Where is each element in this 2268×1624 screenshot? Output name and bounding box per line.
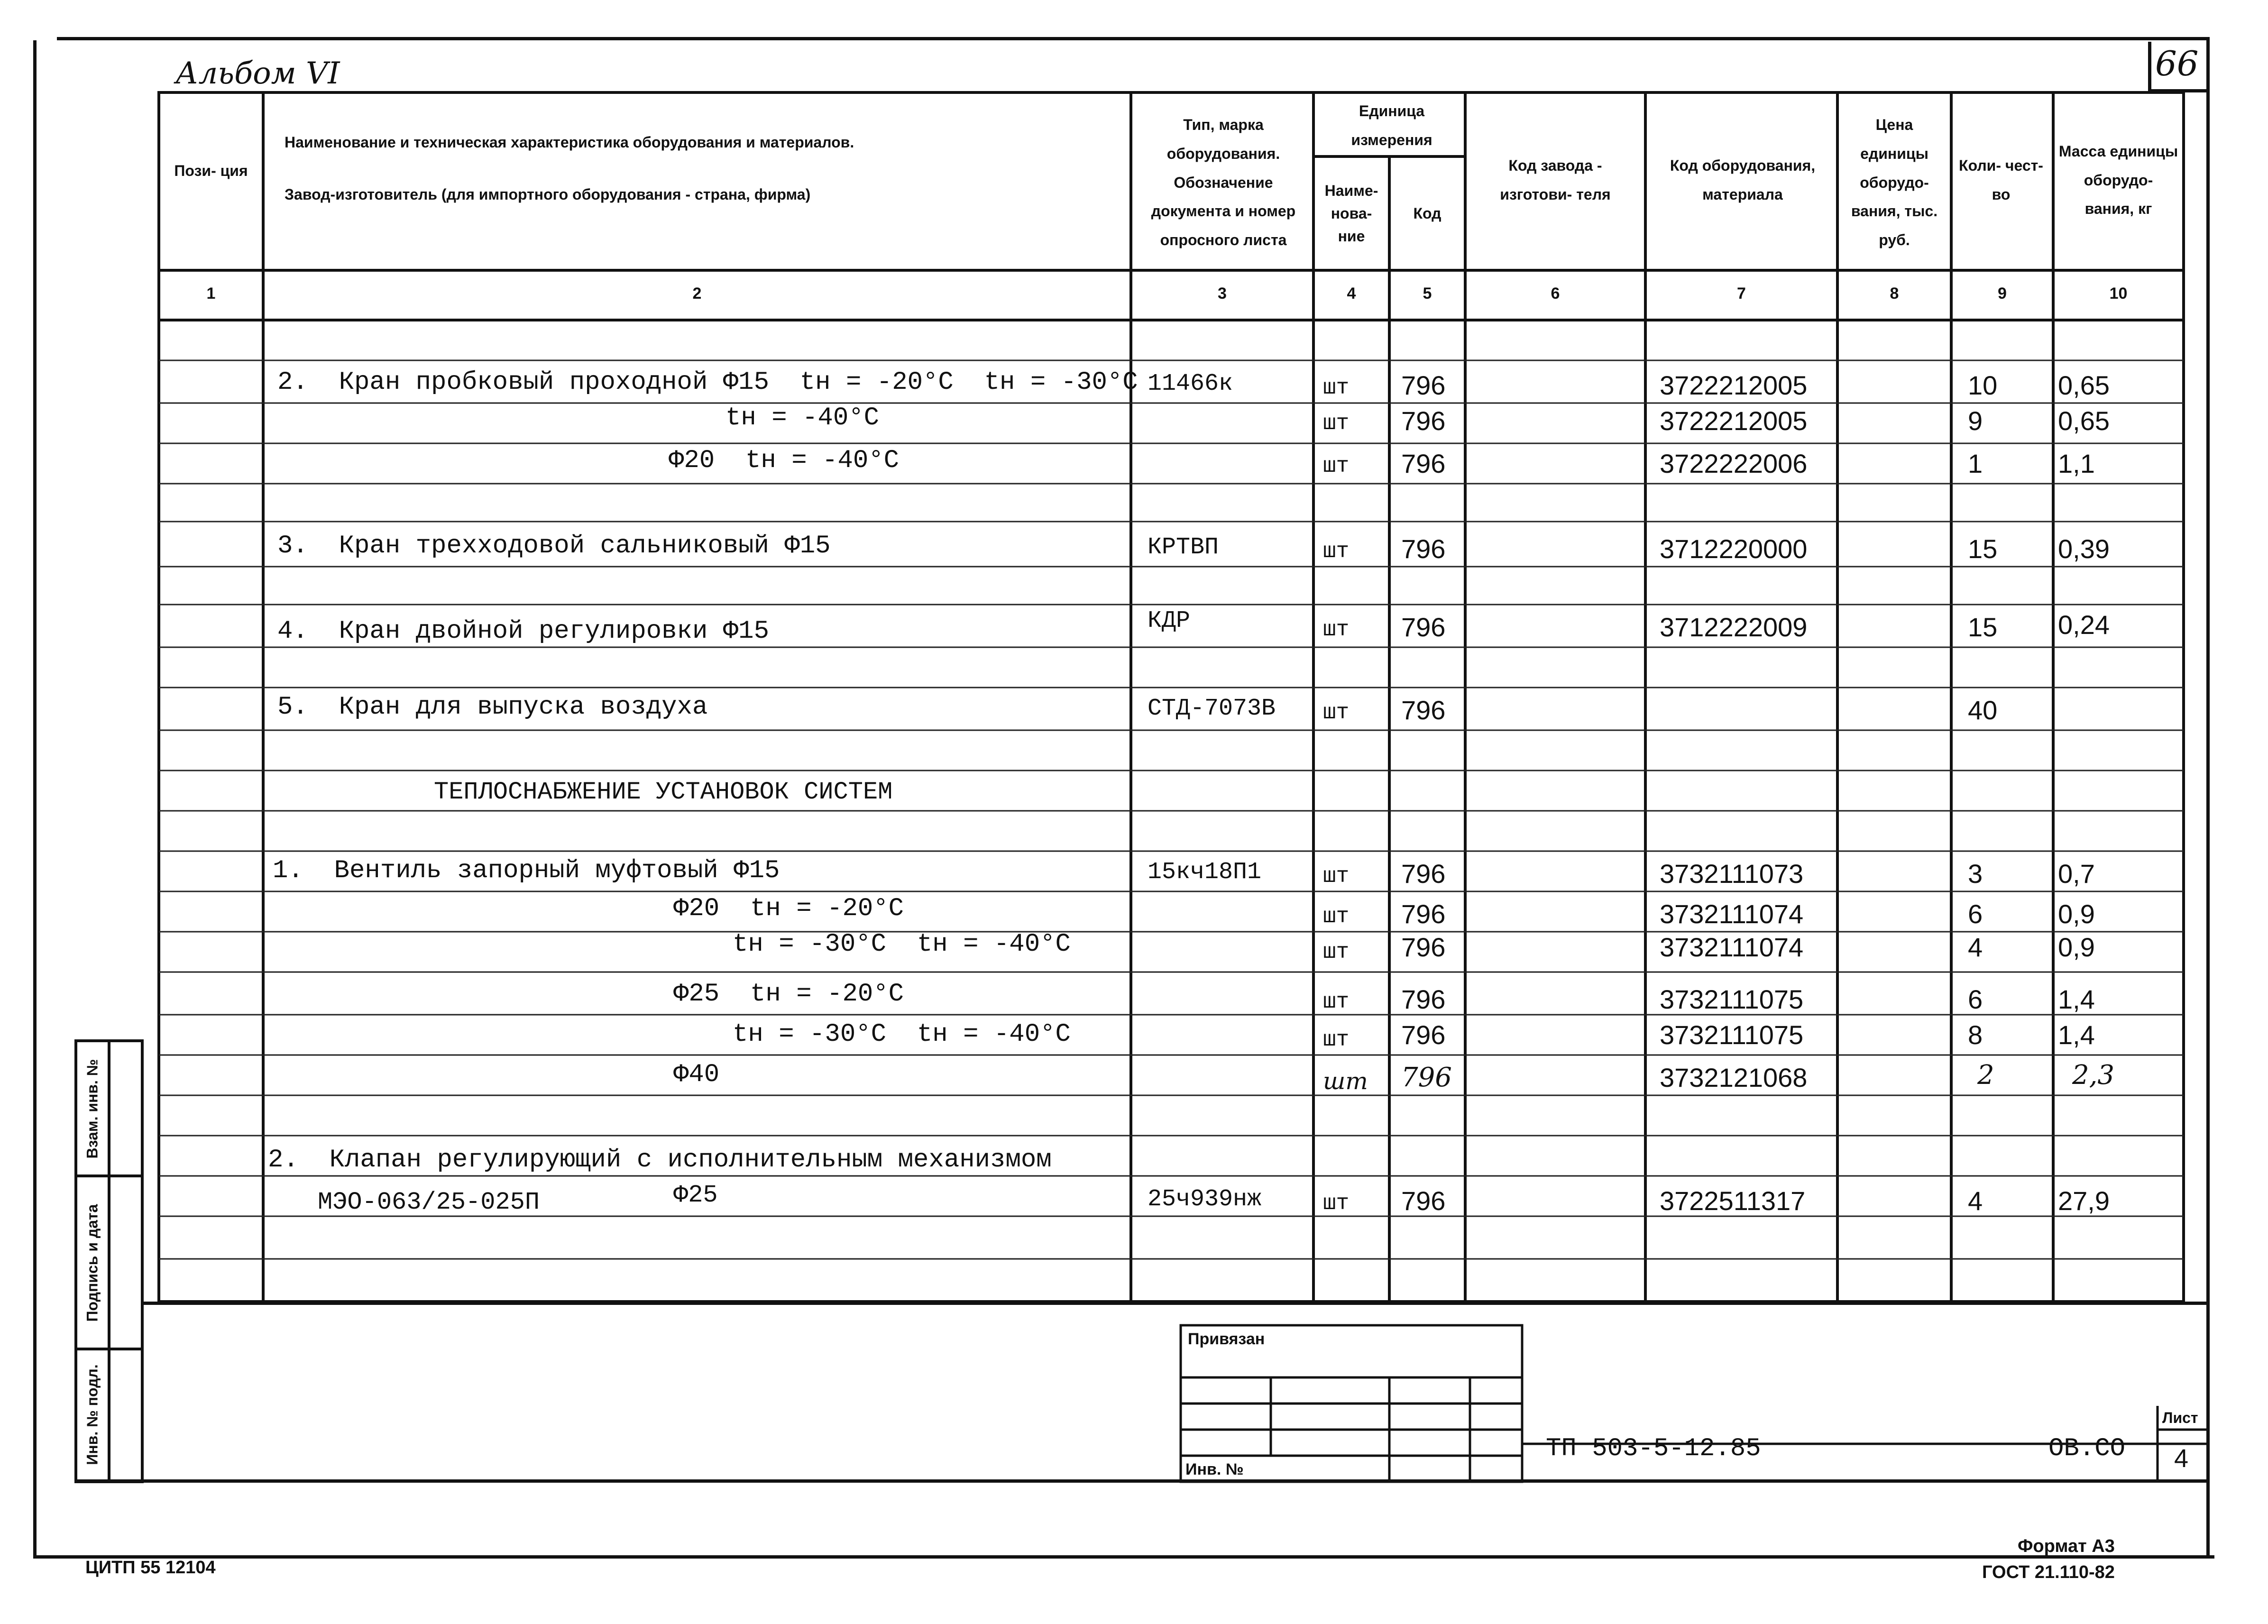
row-name: tн = -30°C tн = -40°C [733, 1020, 1071, 1049]
row-unit: шт [1323, 904, 1350, 929]
row-name: 4. Кран двойной регулировки Ф15 [277, 617, 769, 646]
header-unit-code: Код [1413, 204, 1442, 222]
row-material-code: 3732111074 [1660, 932, 1804, 962]
row-qty: 6 [1968, 899, 1983, 929]
row-mass: 0,24 [2058, 610, 2110, 640]
row-name: 1. Вентиль запорный муфтовый Ф15 [273, 856, 780, 885]
column-number: 4 [1347, 284, 1356, 303]
title-mark: ОВ.СО [2048, 1434, 2126, 1463]
row-qty: 40 [1968, 695, 1998, 725]
row-material-code: 3712220000 [1660, 534, 1808, 564]
row-qty: 6 [1968, 984, 1983, 1014]
row-unit: шт [1323, 411, 1350, 436]
column-number: 5 [1423, 284, 1432, 303]
row-mass: 0,9 [2058, 899, 2095, 929]
row-mass: 0,39 [2058, 534, 2110, 564]
row-material-code: 3712222009 [1660, 612, 1808, 642]
row-qty: 3 [1968, 859, 1983, 889]
row-mass: 2,3 [2072, 1060, 2115, 1091]
row-mass: 1,4 [2058, 984, 2095, 1014]
row-unit: шт [1323, 617, 1350, 642]
title-sheet-number: 4 [2174, 1444, 2189, 1473]
header-mass: Масса единицы оборудо- вания, кг [2058, 142, 2178, 218]
row-mass: 1,4 [2058, 1020, 2095, 1050]
row-material-code: 3722212005 [1660, 406, 1808, 436]
column-number: 9 [1998, 284, 2007, 303]
row-material-code: 3732111075 [1660, 1020, 1804, 1050]
column-number: 10 [2109, 284, 2128, 303]
row-code: 796 [1401, 1062, 1452, 1093]
column-number: 1 [206, 284, 216, 303]
stamp-replace-inv: Взам. инв. № [83, 1059, 101, 1159]
row-qty: 2 [1977, 1060, 1994, 1091]
row-type: КРТВП [1148, 534, 1219, 561]
row-code: 796 [1401, 534, 1446, 564]
row-mass: 0,65 [2058, 370, 2110, 400]
row-name: Ф20 tн = -20°C [673, 894, 904, 923]
row-code: 796 [1401, 932, 1446, 962]
row-mass: 0,7 [2058, 859, 2095, 889]
row-name-extra: Ф25 [673, 1181, 718, 1209]
row-material-code: 3732111075 [1660, 984, 1804, 1014]
row-name: 2. Клапан регулирующий с исполнительным механизмом [268, 1146, 1052, 1174]
row-unit: шт [1323, 864, 1350, 889]
row-code: 796 [1401, 1186, 1446, 1216]
row-unit: шт [1323, 940, 1350, 964]
row-name: МЭО-063/25-025П [318, 1188, 540, 1216]
header-quantity: Коли- чест- во [1959, 157, 2043, 203]
row-type: КДР [1148, 607, 1191, 634]
row-type: СТД-7073В [1148, 695, 1276, 722]
row-name: tн = -30°C tн = -40°C [733, 930, 1071, 959]
row-code: 796 [1401, 449, 1446, 478]
row-mass: 0,9 [2058, 932, 2095, 962]
row-code: 796 [1401, 899, 1446, 929]
header-unit-group: Единица измерения [1351, 102, 1432, 148]
row-unit: шт [1323, 539, 1350, 564]
row-name: 2. Кран пробковый проходной Ф15 tн = -20°C tн = -30°C [277, 368, 1138, 397]
row-unit: шт [1323, 990, 1350, 1014]
title-doc-code: ТП 503-5-12.85 [1546, 1434, 1761, 1463]
header-name-line2: Завод-изготовитель (для импортного оборудования - страна, фирма) [285, 185, 811, 203]
row-code: 796 [1401, 984, 1446, 1014]
column-number: 8 [1890, 284, 1899, 303]
header-factory-code: Код завода - изготови- теля [1500, 157, 1611, 203]
row-unit: шт [1323, 376, 1350, 400]
row-type: 15кч18П1 [1148, 859, 1262, 886]
header-equipment-code: Код оборудования, материала [1670, 157, 1816, 203]
row-qty: 4 [1968, 932, 1983, 962]
row-qty: 15 [1968, 534, 1998, 564]
row-name: Ф20 tн = -40°C [669, 446, 900, 475]
row-code: 796 [1401, 695, 1446, 725]
row-qty: 4 [1968, 1186, 1983, 1216]
footer-left: ЦИТП 55 12104 [85, 1558, 216, 1578]
row-qty: 1 [1968, 449, 1983, 478]
row-unit: шт [1323, 700, 1350, 725]
row-code: 796 [1401, 406, 1446, 436]
row-qty: 15 [1968, 612, 1998, 642]
column-number: 7 [1737, 284, 1746, 303]
footer-format: Формат А3 [2018, 1536, 2115, 1556]
row-material-code: 3722511317 [1660, 1186, 1806, 1216]
header-unit-price: Цена единицы оборудо- вания, тыс. руб. [1851, 116, 1938, 249]
row-material-code: 3732111073 [1660, 859, 1804, 889]
row-material-code: 3732111074 [1660, 899, 1804, 929]
row-mass: 0,65 [2058, 406, 2110, 436]
row-type: 11466к [1148, 370, 1233, 397]
row-code: 796 [1401, 859, 1446, 889]
footer-gost: ГОСТ 21.110-82 [1982, 1562, 2115, 1582]
row-qty: 9 [1968, 406, 1983, 436]
stamp-original-inv: Инв. № подл. [83, 1364, 101, 1465]
row-unit: шт [1323, 1191, 1350, 1216]
album-label: Альбом VI [175, 56, 340, 91]
page-number-corner: 66 [2155, 44, 2199, 83]
title-sheet-label: Лист [2162, 1409, 2198, 1426]
row-code: 796 [1401, 1020, 1446, 1050]
title-privyazan: Привязан [1188, 1330, 1265, 1348]
column-number: 2 [692, 284, 702, 303]
row-code: 796 [1401, 612, 1446, 642]
header-type: Тип, марка оборудования. Обозначение документа и номер опросного листа [1151, 116, 1296, 249]
header-position: Пози- ция [174, 162, 248, 179]
section-heading: ТЕПЛОСНАБЖЕНИЕ УСТАНОВОК СИСТЕМ [434, 778, 893, 806]
header-unit-name: Наиме- нова- ние [1324, 182, 1378, 245]
row-mass: 1,1 [2058, 449, 2095, 478]
row-unit: шт [1323, 454, 1350, 478]
column-number: 3 [1218, 284, 1227, 303]
stamp-signature-date: Подпись и дата [83, 1204, 101, 1322]
row-material-code: 3722212005 [1660, 370, 1808, 400]
title-inv-no: Инв. № [1185, 1460, 1244, 1478]
row-name: 3. Кран трехходовой сальниковый Ф15 [277, 532, 831, 560]
row-material-code: 3722222006 [1660, 449, 1808, 478]
row-name: Ф25 tн = -20°C [673, 980, 904, 1009]
row-type: 25ч939нж [1148, 1186, 1262, 1213]
row-unit: шт [1323, 1028, 1350, 1052]
header-name-line1: Наименование и техническая характеристика оборудования и материалов. [285, 133, 854, 151]
row-name: 5. Кран для выпуска воздуха [277, 693, 708, 722]
row-qty: 10 [1968, 370, 1998, 400]
row-qty: 8 [1968, 1020, 1983, 1050]
row-name: tн = -40°C [725, 404, 880, 432]
row-name: Ф40 [673, 1060, 720, 1089]
row-code: 796 [1401, 370, 1446, 400]
row-material-code: 3732121068 [1660, 1063, 1808, 1092]
column-number: 6 [1551, 284, 1560, 303]
row-unit: шт [1323, 1067, 1368, 1095]
row-mass: 27,9 [2058, 1186, 2110, 1216]
